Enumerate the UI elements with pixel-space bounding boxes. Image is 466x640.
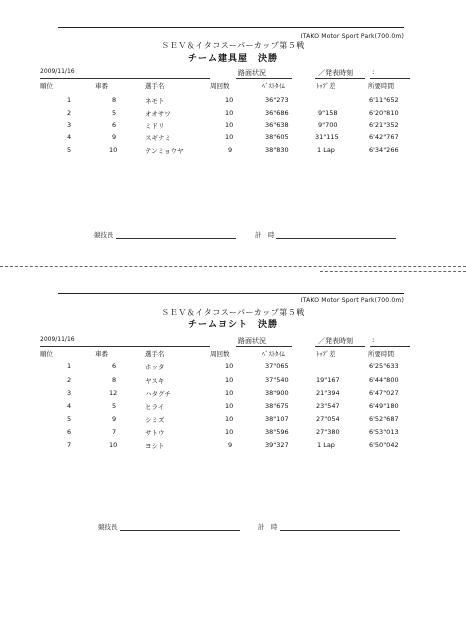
best-time-cell: 38"675 xyxy=(265,402,289,410)
top-gap-cell: 9"158 xyxy=(318,109,338,117)
car-number-cell: 10 xyxy=(109,441,118,449)
total-time-cell: 6'34"266 xyxy=(369,146,399,154)
car-number-cell: 5 xyxy=(112,402,117,410)
chief-steward-signature-line xyxy=(120,530,240,531)
announce-time-colon: : xyxy=(372,336,375,344)
best-time-cell: 38"830 xyxy=(265,146,289,154)
laps-cell: 10 xyxy=(225,376,234,384)
car-number-cell: 7 xyxy=(112,428,117,436)
position-cell: 4 xyxy=(67,402,72,410)
col-header-car-number: 車番 xyxy=(95,350,108,358)
total-time-cell: 6'11"652 xyxy=(369,96,399,104)
event-title: ＳＥＶ＆イタコスーパーカップ第５戦 xyxy=(161,41,305,50)
total-time-cell: 6'47"027 xyxy=(369,389,399,397)
best-time-cell: 37"065 xyxy=(265,362,289,370)
header-rule xyxy=(315,346,365,347)
laps-cell: 10 xyxy=(225,415,234,423)
car-number-cell: 6 xyxy=(112,121,117,129)
top-gap-cell: 27"054 xyxy=(316,415,340,423)
laps-cell: 10 xyxy=(225,121,234,129)
track-condition-label: 路面状況 xyxy=(238,69,266,77)
col-header-driver: 選手名 xyxy=(145,350,165,358)
position-cell: 3 xyxy=(67,121,72,129)
race-date: 2009/11/16 xyxy=(40,68,75,75)
laps-cell: 10 xyxy=(225,389,234,397)
total-time-cell: 6'44"800 xyxy=(369,376,399,384)
laps-cell: 9 xyxy=(228,441,233,449)
driver-name-cell: ホッタ xyxy=(145,363,165,371)
header-rule xyxy=(315,78,365,79)
chief-steward-signature-line xyxy=(116,238,236,239)
event-title: ＳＥＶ＆イタコスーパーカップ第５戦 xyxy=(161,308,305,317)
top-gap-cell: 19"167 xyxy=(316,376,340,384)
cut-line xyxy=(0,266,466,268)
header-rule xyxy=(370,78,410,79)
col-header-best-time: ﾍﾞｽﾄﾀｲﾑ xyxy=(262,350,285,358)
announce-time-colon: : xyxy=(372,68,375,76)
venue-label: ITAKO Motor Sport Park(700.0m) xyxy=(300,297,404,304)
timekeeper-signature-line xyxy=(276,238,396,239)
laps-cell: 10 xyxy=(225,428,234,436)
track-condition-label: 路面状況 xyxy=(238,337,266,345)
top-gap-cell: 27"380 xyxy=(316,428,340,436)
driver-name-cell: オオサワ xyxy=(145,110,171,118)
best-time-cell: 38"605 xyxy=(265,133,289,141)
total-time-cell: 6'42"767 xyxy=(369,133,399,141)
driver-name-cell: シミズ xyxy=(145,416,165,424)
col-header-driver: 選手名 xyxy=(145,82,165,90)
top-gap-cell: 23"547 xyxy=(316,402,340,410)
total-time-cell: 6'20"810 xyxy=(369,109,399,117)
best-time-cell: 39"327 xyxy=(265,441,289,449)
car-number-cell: 8 xyxy=(112,96,117,104)
best-time-cell: 38"596 xyxy=(265,428,289,436)
venue-label: ITAKO Motor Sport Park(700.0m) xyxy=(300,33,404,40)
race-subtitle: チーム建具屋 決勝 xyxy=(187,54,278,64)
col-header-total-time: 所要時間 xyxy=(368,82,394,90)
top-gap-cell: 1 Lap xyxy=(317,441,335,449)
best-time-cell: 37"540 xyxy=(265,376,289,384)
position-cell: 2 xyxy=(67,376,72,384)
position-cell: 7 xyxy=(67,441,72,449)
car-number-cell: 9 xyxy=(112,415,117,423)
driver-name-cell: ネモト xyxy=(145,97,165,105)
driver-name-cell: スギナミ xyxy=(145,134,171,142)
top-gap-cell: 9"700 xyxy=(318,121,338,129)
header-rule xyxy=(40,346,210,347)
chief-steward-label: 競技長 xyxy=(98,523,118,531)
race-date: 2009/11/16 xyxy=(40,336,75,343)
col-header-best-time: ﾍﾞｽﾄﾀｲﾑ xyxy=(262,82,285,90)
position-cell: 5 xyxy=(67,146,72,154)
top-gap-cell: 21"394 xyxy=(316,389,340,397)
total-time-cell: 6'53"013 xyxy=(369,428,399,436)
col-header-position: 順位 xyxy=(40,350,53,358)
driver-name-cell: ヤスキ xyxy=(145,377,165,385)
laps-cell: 9 xyxy=(228,146,233,154)
cut-line xyxy=(320,271,466,273)
col-header-total-time: 所要時間 xyxy=(368,350,394,358)
header-rule xyxy=(236,346,292,347)
best-time-cell: 36"686 xyxy=(265,109,289,117)
position-cell: 2 xyxy=(67,109,72,117)
laps-cell: 10 xyxy=(225,362,234,370)
best-time-cell: 36"273 xyxy=(265,96,289,104)
position-cell: 6 xyxy=(67,428,72,436)
driver-name-cell: ハタグチ xyxy=(145,390,171,398)
header-rule xyxy=(40,78,210,79)
car-number-cell: 9 xyxy=(112,133,117,141)
best-time-cell: 36"638 xyxy=(265,121,289,129)
best-time-cell: 38"900 xyxy=(265,389,289,397)
position-cell: 1 xyxy=(67,362,72,370)
position-cell: 5 xyxy=(67,415,72,423)
laps-cell: 10 xyxy=(225,402,234,410)
car-number-cell: 5 xyxy=(112,109,117,117)
total-time-cell: 6'50"042 xyxy=(369,441,399,449)
timekeeper-label: 計 時 xyxy=(255,231,275,239)
total-time-cell: 6'25"633 xyxy=(369,362,399,370)
driver-name-cell: ヨシト xyxy=(145,442,165,450)
laps-cell: 10 xyxy=(225,133,234,141)
total-time-cell: 6'49"180 xyxy=(369,402,399,410)
position-cell: 3 xyxy=(67,389,72,397)
col-header-car-number: 車番 xyxy=(95,82,108,90)
col-header-top-gap: ﾄｯﾌﾟ差 xyxy=(316,82,336,90)
top-gap-cell: 31"115 xyxy=(315,133,339,141)
driver-name-cell: ヒライ xyxy=(145,403,165,411)
timekeeper-signature-line xyxy=(280,530,400,531)
timekeeper-label: 計 時 xyxy=(258,523,278,531)
col-header-top-gap: ﾄｯﾌﾟ差 xyxy=(316,350,336,358)
top-gap-cell: 1 Lap xyxy=(317,146,335,154)
col-header-laps: 周回数 xyxy=(210,350,230,358)
car-number-cell: 10 xyxy=(109,146,118,154)
position-cell: 1 xyxy=(67,96,72,104)
laps-cell: 10 xyxy=(225,109,234,117)
race-subtitle: チームヨシト 決勝 xyxy=(187,320,278,330)
col-header-position: 順位 xyxy=(40,82,53,90)
car-number-cell: 8 xyxy=(112,376,117,384)
driver-name-cell: ミドリ xyxy=(145,122,165,130)
top-rule xyxy=(58,27,404,28)
top-rule xyxy=(58,293,404,294)
total-time-cell: 6'21"352 xyxy=(369,121,399,129)
total-time-cell: 6'52"687 xyxy=(369,415,399,423)
announce-time-label: ／発表時刻 xyxy=(318,337,353,345)
driver-name-cell: テンミョウヤ xyxy=(145,147,184,155)
header-rule xyxy=(236,78,292,79)
col-header-laps: 周回数 xyxy=(210,82,230,90)
best-time-cell: 38"107 xyxy=(265,415,289,423)
laps-cell: 10 xyxy=(225,96,234,104)
header-rule xyxy=(370,346,410,347)
chief-steward-label: 競技長 xyxy=(94,231,114,239)
position-cell: 4 xyxy=(67,133,72,141)
car-number-cell: 12 xyxy=(109,389,118,397)
driver-name-cell: サトウ xyxy=(145,429,165,437)
announce-time-label: ／発表時刻 xyxy=(318,69,353,77)
car-number-cell: 6 xyxy=(112,362,117,370)
